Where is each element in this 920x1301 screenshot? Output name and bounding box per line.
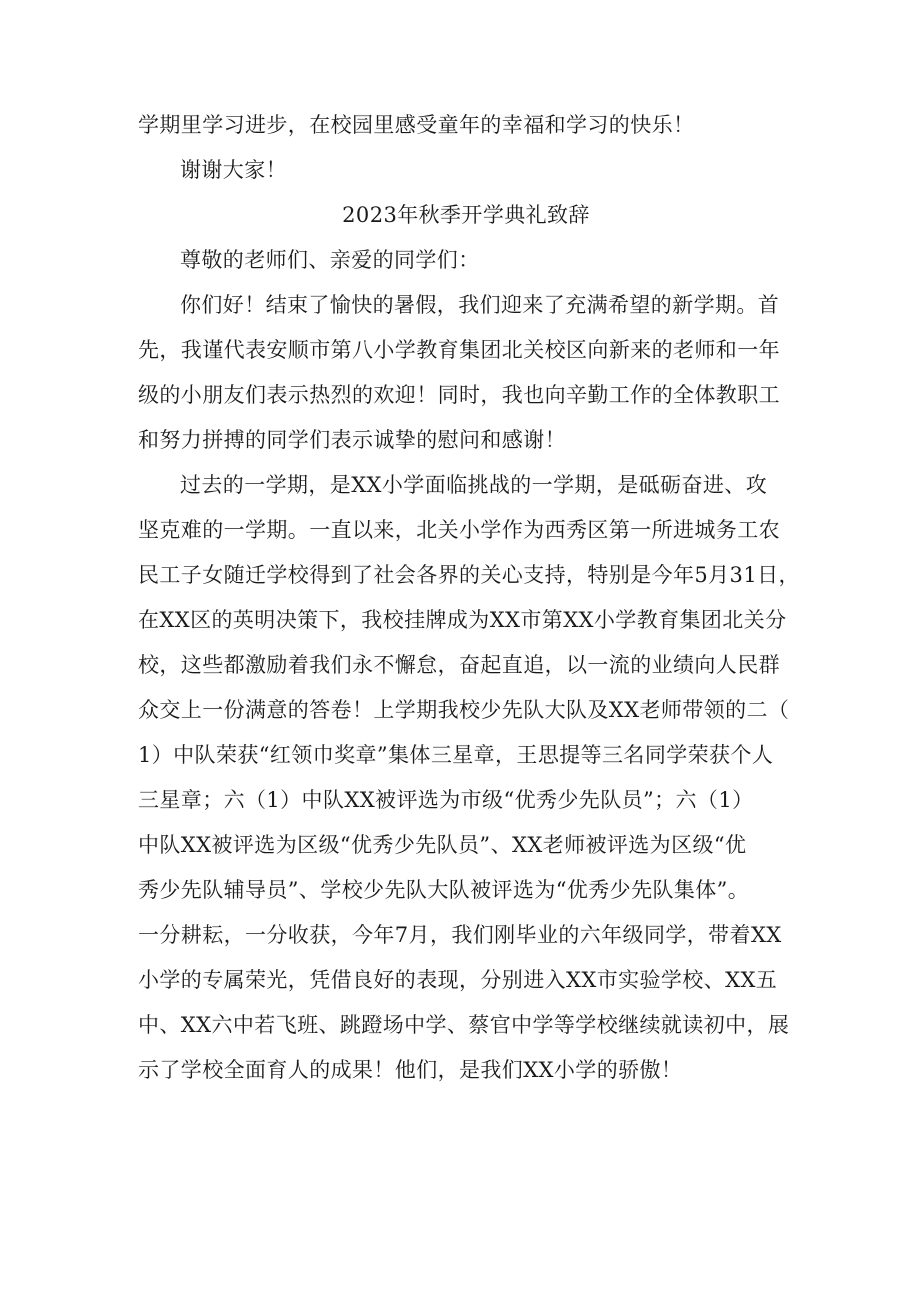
paragraph-1-line: 你们好！结束了愉快的暑假，我们迎来了充满希望的新学期。首 xyxy=(180,293,780,317)
paragraph-1-line: 先，我谨代表安顺市第八小学教育集团北关校区向新来的老师和一年 xyxy=(138,338,780,362)
paragraph-1-line: 和努力拼搏的同学们表示诚挚的慰问和感谢！ xyxy=(138,428,566,452)
paragraph-2-line: 1）中队荣获“红领巾奖章”集体三星章，王思提等三名同学荣获个人 xyxy=(138,743,774,767)
paragraph-2-line: 秀少先队辅导员”、学校少先队大队被评选为“优秀少先队集体”。 xyxy=(138,878,750,902)
paragraph-1-line: 级的小朋友们表示热烈的欢迎！同时，我也向辛勤工作的全体教职工 xyxy=(138,383,780,407)
paragraph-2-line: 校，这些都激励着我们永不懈怠，奋起直追，以一流的业绩向人民群 xyxy=(138,653,780,677)
paragraph-2-line: 坚克难的一学期。一直以来，北关小学作为西秀区第一所进城务工农 xyxy=(138,518,780,542)
thanks-line: 谢谢大家！ xyxy=(180,158,287,182)
paragraph-2-line: 众交上一份满意的答卷！上学期我校少先队大队及XX老师带领的二（ xyxy=(138,698,790,722)
paragraph-2-line: 中队XX被评选为区级“优秀少先队员”、XX老师被评选为区级“优 xyxy=(138,833,747,857)
paragraph-2-line: 在XX区的英明决策下，我校挂牌成为XX市第XX小学教育集团北关分 xyxy=(138,608,787,632)
paragraph-1 xyxy=(138,294,802,474)
speech-title: 2023年秋季开学典礼致辞 xyxy=(342,203,590,227)
paragraph-2-line: 民工子女随迁学校得到了社会各界的关心支持，特别是今年5月31日， xyxy=(138,563,800,587)
paragraph-2-line: 一分耕耘，一分收获，今年7月，我们刚毕业的六年级同学，带着XX xyxy=(138,923,782,947)
paragraph-2-line: 小学的专属荣光，凭借良好的表现，分别进入XX市实验学校、XX五 xyxy=(138,968,778,992)
salutation: 尊敬的老师们、亲爱的同学们： xyxy=(180,248,480,272)
paragraph-2-line: 中、XX六中若飞班、跳蹬场中学、蔡官中学等学校继续就读初中，展 xyxy=(138,1013,790,1037)
paragraph-2-line: 三星章；六（1）中队XX被评选为市级“优秀少先队员”；六（1） xyxy=(138,788,754,812)
paragraph-2-line: 过去的一学期，是XX小学面临挑战的一学期，是砥砺奋进、攻 xyxy=(180,473,768,497)
paragraph-2-line: 示了学校全面育人的成果！他们，是我们XX小学的骄傲！ xyxy=(138,1058,683,1082)
opening-line: 学期里学习进步，在校园里感受童年的幸福和学习的快乐！ xyxy=(138,113,695,137)
paragraph-2 xyxy=(138,474,802,1104)
